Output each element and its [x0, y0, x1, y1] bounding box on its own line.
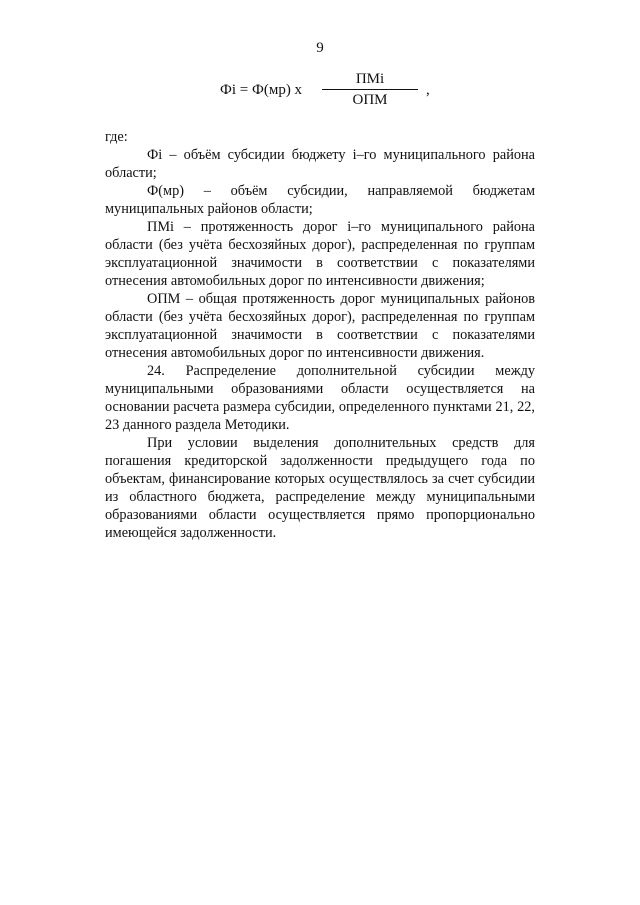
definition-fmr: Ф(мр) – объём субсидии, направляемой бюджетам муниципальных районов области;	[105, 183, 535, 217]
paragraph-debt-distribution: При условии выделения дополнительных средств для погашения кредиторской задолженности предыдущего года по объектам, финансирование которых осуществлялось за счет субсидии из областного бюджета, распределение между муниципальными образованиями области осуществляется прямо пропорционально имеющейся задолженности.	[105, 435, 535, 541]
definition-fi: Фi – объём субсидии бюджету i–го муниципального района области;	[105, 147, 535, 181]
body-text	[105, 128, 535, 542]
definition-pmi: ПМi – протяженность дорог i–го муниципального района области (без учёта бесхозяйных дорог), распределенная по группам эксплуатационной значимости в соответствии с показателями отнесения автомобильных дорог по интенсивности движения;	[105, 219, 535, 289]
formula-denominator: ОПМ	[352, 92, 388, 108]
page-number: 9	[316, 40, 324, 56]
paragraph-24: 24. Распределение дополнительной субсидии между муниципальными образованиями области осуществляется на основании расчета размера субсидии, определенного пунктами 21, 22, 23 данного раздела Методики.	[105, 363, 535, 433]
formula-numerator: ПМi	[355, 71, 385, 87]
where-label: где:	[105, 129, 128, 145]
definition-opm: ОПМ – общая протяженность дорог муниципальных районов области (без учёта бесхозяйных дорог), распределенная по группам эксплуатационной значимости в соответствии с показателями отнесения автомобильных дорог по интенсивности движения.	[105, 291, 535, 361]
formula-fraction	[322, 70, 418, 109]
subsidy-formula	[0, 70, 640, 110]
formula-comma: ,	[426, 82, 430, 98]
fraction-bar	[322, 89, 418, 90]
formula-lhs: Фi = Ф(мр) х	[220, 82, 303, 98]
